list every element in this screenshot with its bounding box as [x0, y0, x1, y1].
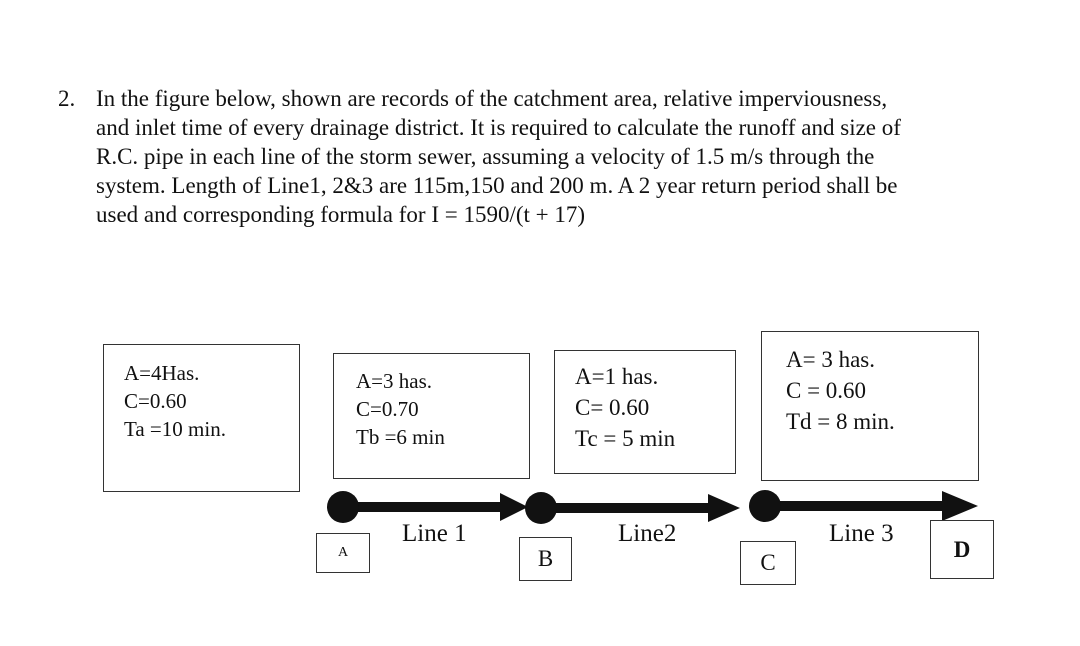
- sewer-line-1: [344, 493, 528, 521]
- district-c-area: A=1 has.: [575, 364, 659, 389]
- line-1-pipe: [344, 502, 506, 512]
- district-d-inlet-time: Td = 8 min.: [786, 409, 895, 434]
- node-label-d: [930, 520, 994, 579]
- district-a-area: A=4Has.: [124, 361, 200, 385]
- line-2-arrowhead: [708, 494, 740, 522]
- manhole-c: [749, 490, 781, 522]
- line-3-label: Line 3: [829, 520, 894, 547]
- district-c-inlet-time: Tc = 5 min: [575, 426, 676, 451]
- node-label-c: [740, 541, 796, 585]
- line-2-pipe: [542, 503, 714, 513]
- problem-number: 2.: [58, 86, 76, 111]
- district-c-coefficient: C= 0.60: [575, 395, 650, 420]
- sewer-line-3: [766, 491, 978, 521]
- district-b-coefficient: C=0.70: [356, 397, 419, 421]
- node-label-a: [316, 533, 370, 573]
- line-1-arrowhead: [500, 493, 528, 521]
- district-b-inlet-time: Tb =6 min: [356, 425, 445, 449]
- manhole-b: [525, 492, 557, 524]
- district-d-area: A= 3 has.: [786, 347, 875, 372]
- node-a-text: A: [337, 545, 349, 560]
- district-d-coefficient: C = 0.60: [786, 378, 867, 403]
- district-b-area: A=3 has.: [356, 369, 433, 393]
- node-label-b: [519, 537, 572, 581]
- line-3-pipe: [766, 501, 948, 511]
- node-d-text: D: [953, 536, 971, 562]
- line-3-arrowhead: [942, 491, 978, 521]
- line-2-label: Line2: [618, 520, 677, 547]
- node-c-text: C: [760, 550, 776, 575]
- line-1-label: Line 1: [402, 520, 467, 547]
- sewer-line-2: [542, 494, 740, 522]
- node-b-text: B: [537, 546, 554, 571]
- district-a-inlet-time: Ta =10 min.: [124, 417, 226, 441]
- problem-text: In the figure below, shown are records of the catchment area, relative imperviousness, and inlet time of every drainage district. It is required to calculate the runoff and size of R.C. pipe in each line of the storm sewer, assuming a velocity of 1.5 m/s through the system. Length of Line1, 2&3 are 115m,150 and 200 m. A 2 year return period shall be used and corresponding formula for I = 1590/(t + 17): [96, 86, 901, 227]
- district-a-coefficient: C=0.60: [124, 389, 187, 413]
- manhole-a: [327, 491, 359, 523]
